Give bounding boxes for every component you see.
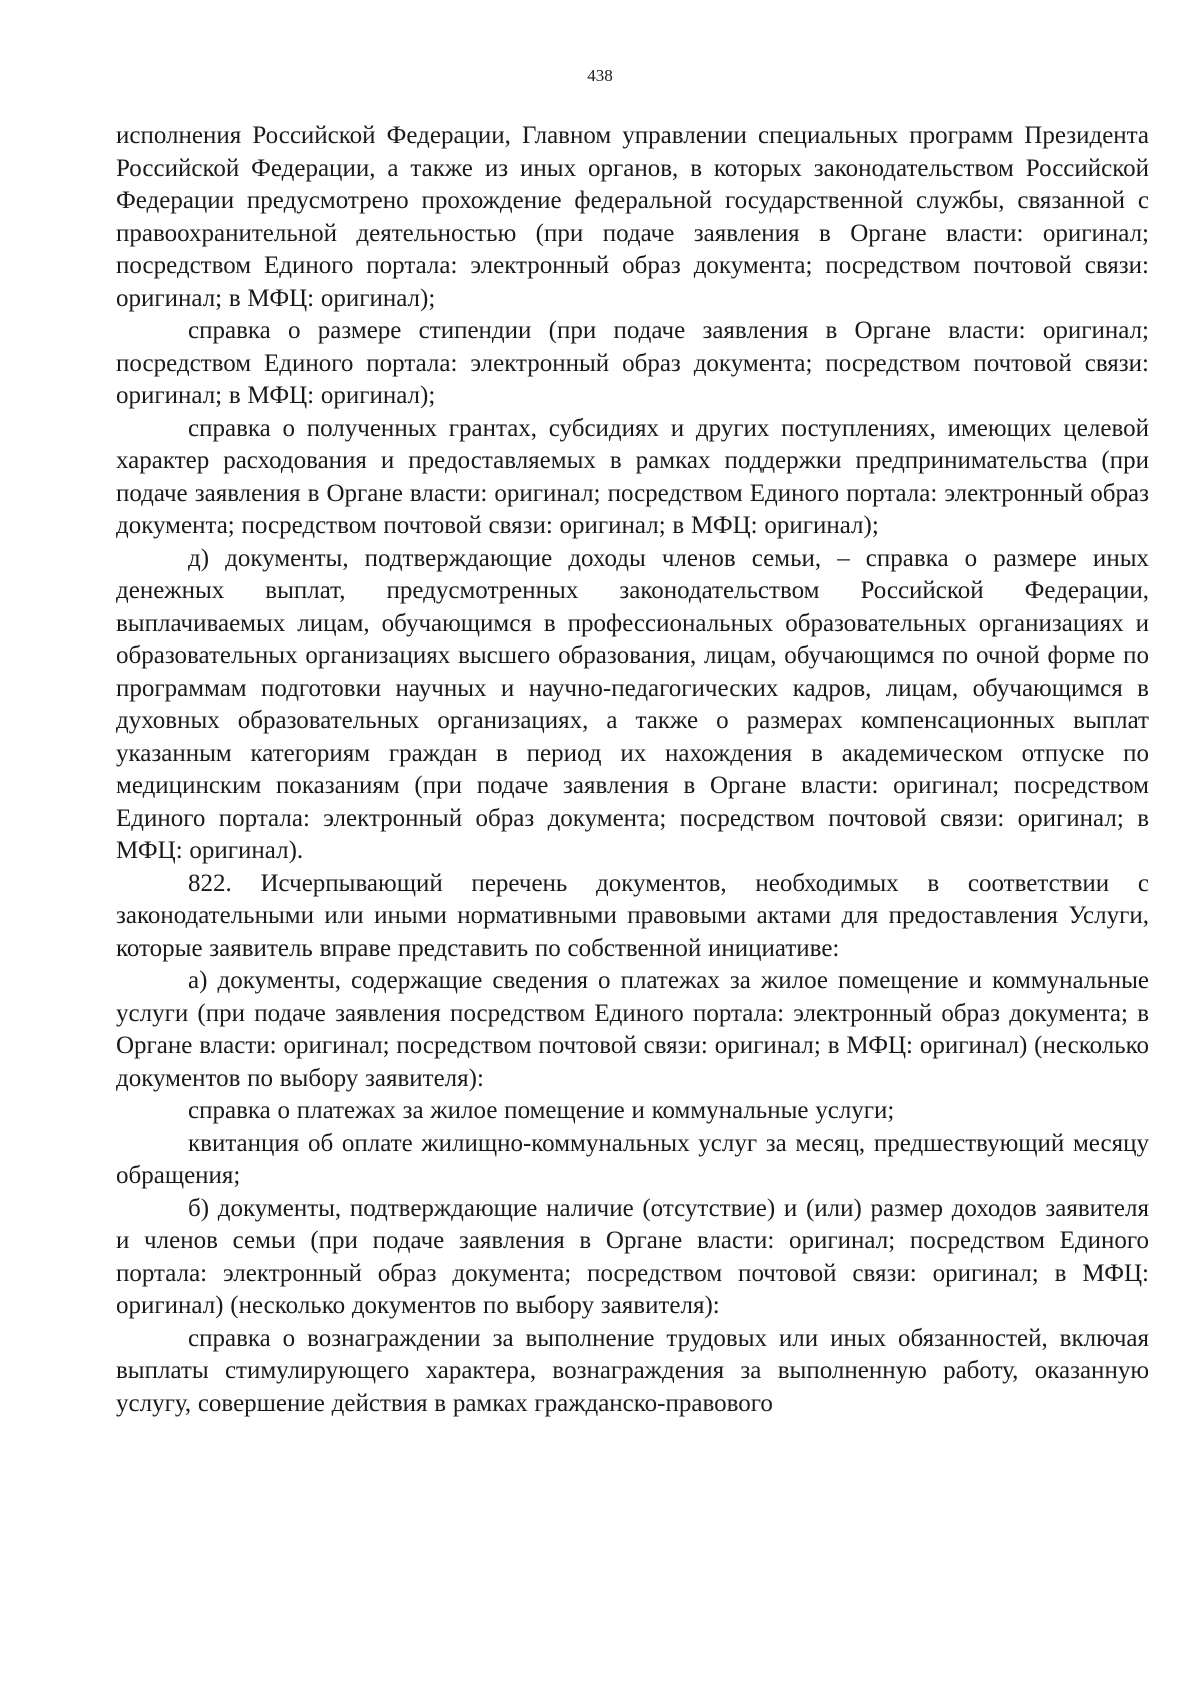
paragraph-payments-certificate: справка о платежах за жилое помещение и коммунальные услуги;: [188, 1097, 895, 1124]
paragraph-scholarship-certificate: справка о размере стипендии (при подаче заявления в Органе власти: оригинал; посредством Единого портала: электронный образ документа; посредством почтовой связи: оригинал; в МФЦ: оригинал);: [116, 317, 1149, 409]
paragraph-continuation: исполнения Российской Федерации, Главном управлении специальных программ Президента Российской Федерации, а также из иных органов, в которых законодательством Российской Федерации предусмотрено прохождение федеральной государственной службы, связанной с правоохранительной деятельностью (при подаче заявления в Органе власти: оригинал; посредством Единого портала: электронный образ документа; посредством почтовой связи: оригинал; в МФЦ: оригинал);: [116, 122, 1149, 312]
paragraph-utility-receipt: квитанция об оплате жилищно-коммунальных услуг за месяц, предшествующий месяцу обращения;: [116, 1129, 1149, 1189]
paragraph-grants-certificate: справка о полученных грантах, субсидиях и других поступлениях, имеющих целевой характер расходования и предоставляемых в рамках поддержки предпринимательства (при подаче заявления в Органе власти: оригинал; посредством Единого портала: электронный образ документа; посредством почтовой связи: оригинал; в МФЦ: оригинал);: [116, 414, 1149, 539]
paragraph-remuneration-certificate: справка о вознаграждении за выполнение трудовых или иных обязанностей, включая выплаты стимулирующего характера, вознаграждения за выполненную работу, оказанную услугу, совершение действия в рамках гражданско-правового: [116, 1324, 1149, 1417]
paragraph-item-a: а) документы, содержащие сведения о платежах за жилое помещение и коммунальные услуги (при подаче заявления посредством Единого портала: электронный образ документа; в Органе власти: оригинал; посредством почтовой связи: оригинал; в МФЦ: оригинал) (несколько документов по выбору заявителя):: [116, 967, 1149, 1092]
paragraph-section-822: 822. Исчерпывающий перечень документов, необходимых в соответствии с законодательными или иными нормативными правовыми актами для предоставления Услуги, которые заявитель вправе представить по собственной инициативе:: [116, 869, 1149, 962]
paragraph-item-d: д) документы, подтверждающие доходы членов семьи, – справка о размере иных денежных выплат, предусмотренных законодательством Российской Федерации, выплачиваемых лицам, обучающимся в профессиональных образовательных организациях и образовательных организациях высшего образования, лицам, обучающимся по очной форме по программам подготовки научных и научно-педагогических кадров, лицам, обучающимся в духовных образовательных организациях, а также о размерах компенсационных выплат указанным категориям граждан в период их нахождения в академическом отпуске по медицинским показаниям (при подаче заявления в Органе власти: оригинал; посредством Единого портала: электронный образ документа; посредством почтовой связи: оригинал; в МФЦ: оригинал).: [116, 544, 1149, 864]
page-number: 438: [587, 66, 613, 85]
document-body: [116, 120, 1149, 1420]
paragraph-item-b: б) документы, подтверждающие наличие (отсутствие) и (или) размер доходов заявителя и членов семьи (при подаче заявления в Органе власти: оригинал; посредством Единого портала: электронный образ документа; посредством почтовой связи: оригинал; в МФЦ: оригинал) (несколько документов по выбору заявителя):: [116, 1194, 1149, 1319]
